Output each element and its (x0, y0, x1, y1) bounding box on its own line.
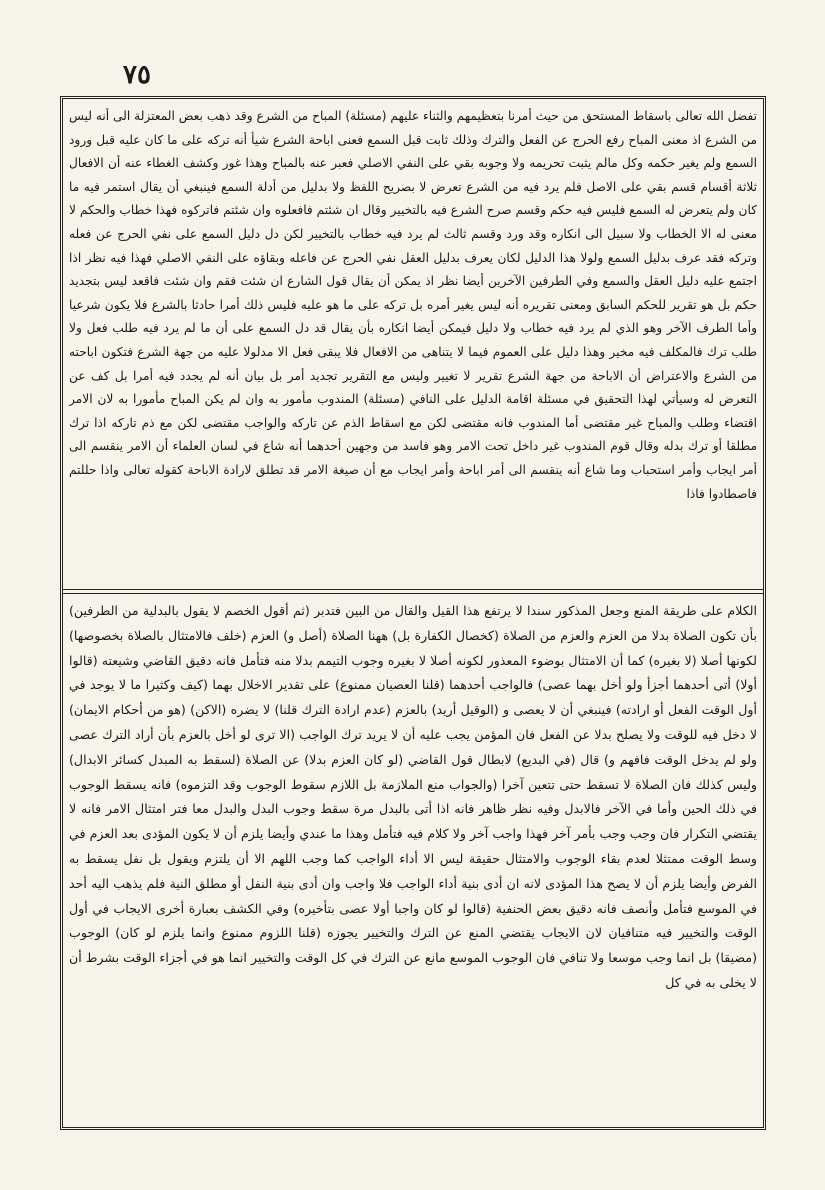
page-frame (60, 96, 766, 1130)
main-text-body: الكلام على طريقة المنع وجعل المذكور سندا لا يرتفع هذا القيل والقال من البين فتدبر (ثم أقول الخصم لا يقول بالبدلية من الطرفين) بأن تكون الصلاة بدلا من العزم والعزم من الصلاة (كخصال الكفارة بل) ههنا الصلاة (أصل و) العزم (خلف فالامتثال بالصلاة بخصوصها) لكونها أصلا (لا بغيره) كما أن الامتثال بوضوء المعذور لكونه أصلا لا بغيره وجوب التيمم بدلا منه فتأمل فانه دقيق القاضي وشيعته (قالوا أولا) أتى أحدهما أجزأ ولو أخل بهما عصى) فالواجب أحدهما (قلنا العصيان ممنوع) على تقدير الاخلال بهما (كيف وكثيرا ما لا يوجد في أول الوقت الفعل أو ارادته) فينبغي أن لا يعصى و (الوقيل أريد) بالعزم (عدم ارادة الترك قلنا) لا يضره (الاكن) (هو من أحكام الايمان) لا دخل فيه للوقت ولا يصلح بدلا عن الفعل فان المؤمن يجب عليه أن لا يريد ترك الواجب (الا ترى لو أخل بالعزم بأن أراد الترك عصى ولو لم يدخل الوقت فافهم و) قال (في البديع) لابطال قول القاضي (لو كان العزم بدلا) عن الصلاة (لسقط به المبدل كسائر الابدال) وليس كذلك فان الصلاة لا تسقط حتى تتعين آخرا (والجواب منع الملازمة بل اللازم سقوط الوجوب وقد التزموه) فانه يسقط الوجوب في ذلك الحين وأما في الآخر فالابدل وفيه نظر ظاهر فانه اذا أتى بالبدل مرة سقط وجوب البدل والبدل معا فتر امتثال الامر فانه لا يقتضي التكرار فان وجب وجب بأمر آخر فهذا واجب آخر ولا كلام فيه فتأمل وهذا ما عندي وأيضا يلزم أن لا يكون المؤدى بعد العزم في وسط الوقت ممتثلا لعدم بقاء الوجوب والامتثال حقيقة ليس الا أداء الواجب كما وجب اللهم الا أن يلتزم ويقول بل نفل يسقط به الفرض وأيضا يلزم أن لا يصح هذا المؤدى لانه ان أدى بنية أداء الواجب فلا واجب وان أدى بنية النفل أو مطلق النية فلم يذهب اليه أحد في الموسع فتأمل وأنصف فانه دقيق بعض الحنفية (قالوا لو كان واجبا أولا عصى بتأخيره) وفي الكشف بعبارة أخرى الايجاب في أول الوقت والتخيير فيه متنافيان لان الايجاب يقتضي المنع عن الترك والتخيير يجوزه (قلنا اللزوم ممنوع وانما يلزم لو كان) الوجوب (مضيقا) بل انما وجب موسعا ولا تنافي فان الوجوب الموسع مانع عن الترك في كل الوقت والتخيير انما هو في أجزاء الوقت بشرط أن لا يخلى به في كل (69, 603, 757, 990)
section-divider (63, 589, 763, 590)
commentary-section (69, 105, 757, 585)
commentary-text: تفضل الله تعالى باسقاط المستحق من حيث أمرنا بتعظيمهم والثناء عليهم (مسئلة) المباح من الشرع وقد ذهب بعض المعتزلة الى أنه ليس من الشرع اذ معنى المباح رفع الحرج عن الفعل والترك وذلك ثابت قبل السمع فعنى اباحة الشرع شيأ أنه تركه على ما كان عليه قبل ورود السمع ولم يغير حكمه وكل مالم يثبت تحريمه ولا وجوبه بقي على النفي الاصلي فعبر عنه بالمباح وهذا غور وكشف الغطاء عنه أن الافعال ثلاثة أقسام قسم بقي على الاصل فلم يرد فيه من الشرع تعرض لا بصريح اللفظ ولا بدليل من أدلة السمع فينبغي أن يقال استمر فيه ما كان ولم يتعرض له السمع فليس فيه حكم وقسم صرح الشرع فيه بالتخيير وقال ان شئتم فافعلوه وان شئتم فاتركوه فهذا خطاب والحكم لا معنى له الا الخطاب ولا سبيل الى انكاره وقد ورد وقسم ثالث لم يرد فيه خطاب بالتخيير لكن دل دليل السمع على نفي الحرج عن فعله وتركه فقد عرف بدليل السمع ولولا هذا الدليل لكان يعرف بدليل العقل نفي الحرج عن فاعله وبقاؤه على النفي الاصلي فهذا فيه نظر اذا اجتمع عليه دليل العقل والسمع وفي الطرفين الآخرين أيضا نظر اذ يمكن أن يقال قول الشارع ان شئت فقم وان شئت فاقعد ليس بتجديد حكم بل هو تقرير للحكم السابق ومعنى تقريره أنه ليس يغير أمره بل تركه على ما هو عليه فليس ذلك أمرا حادثا بالشرع فلا يكون شرعيا وأما الطرف الآخر وهو الذي لم يرد فيه خطاب ولا دليل فيمكن أيضا انكاره بأن يقال قد دل السمع على أن ما لم يرد فيه طلب فعل ولا طلب ترك فالمكلف فيه مخير وهذا دليل على العموم فيما لا يتناهى من الافعال فلا يبقى فعل الا مدلولا عليه من جهة الشرع فتكون اباحته من الشرع والاعتراض أن الاباحة من جهة الشرع تقرير لا تغيير وليس مع التقرير تجديد أمر بل بيان أنه لم يجدد فيه أمرا بل كف عن التعرض له وسيأتي لهذا التحقيق في مسئلة اقامة الدليل على النافي (مسئلة) المندوب مأمور به وان لم يكن المباح مأمورا به لان الامر اقتضاء وطلب والمباح غير مقتضى أما المندوب فانه مقتضى لكن مع اسقاط الذم عن تاركه والواجب مقتضى لكن مع ذم تاركه اذا ترك مطلقا أو ترك بدله وقال قوم المندوب غير داخل تحت الامر وهو فاسد من وجهين أحدهما أنه شاع في لسان العلماء أن الامر ينقسم الى أمر ايجاب وأمر استحباب وما شاع أنه ينقسم الى أمر اباحة وأمر ايجاب مع أن صيغة الامر قد تطلق لارادة الاباحة كقوله تعالى واذا حللتم فاصطادوا فاذا (69, 109, 757, 501)
page-number: ٧٥ (123, 60, 151, 90)
main-text-section (69, 599, 757, 1119)
